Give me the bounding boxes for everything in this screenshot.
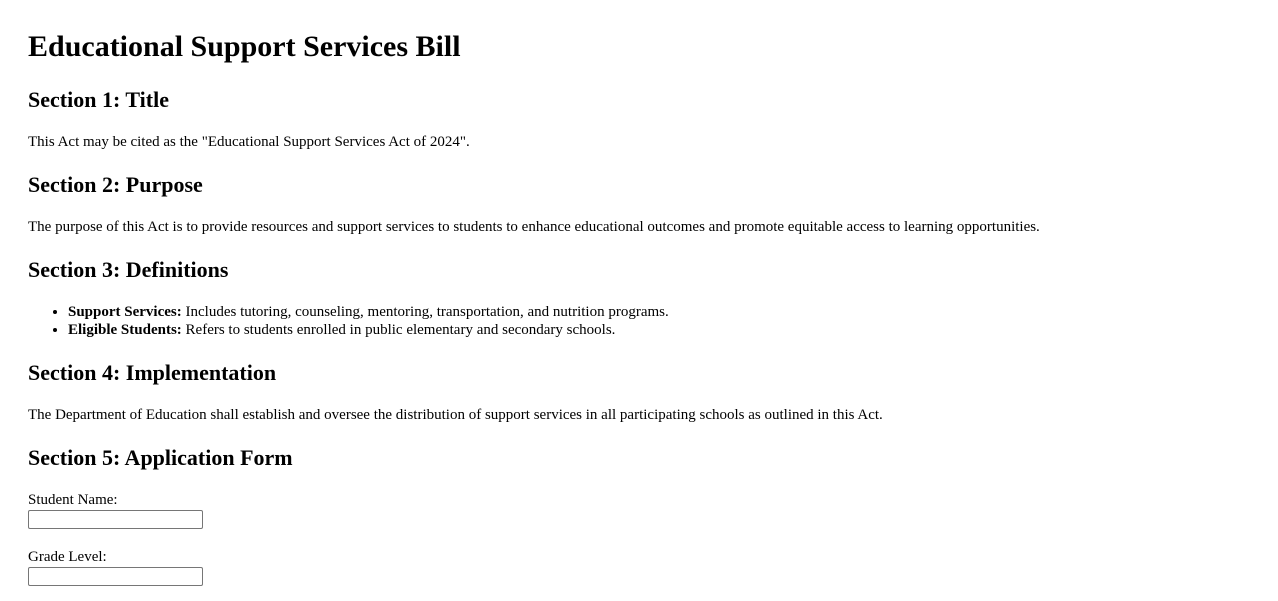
grade-level-label: Grade Level: [28,549,107,565]
grade-level-input[interactable] [28,567,203,586]
list-item [68,303,669,321]
section-1-text: This Act may be cited as the "Educational Support Services Act of 2024". [28,134,470,150]
section-3-heading: Section 3: Definitions [28,257,229,282]
page-title: Educational Support Services Bill [28,30,461,63]
definition-text: Refers to students enrolled in public elementary and secondary schools. [181,322,616,338]
section-4-text: The Department of Education shall establish and oversee the distribution of support services in all participating schools as outlined in this Act. [28,407,883,423]
definition-term: Support Services: [68,304,182,320]
definitions-list [28,303,669,339]
section-2-heading: Section 2: Purpose [28,172,203,197]
student-name-label: Student Name: [28,492,118,508]
section-5-heading: Section 5: Application Form [28,445,293,470]
student-name-input[interactable] [28,510,203,529]
definition-term: Eligible Students: [68,322,182,338]
section-2-text: The purpose of this Act is to provide resources and support services to students to enhance educational outcomes and promote equitable access to learning opportunities. [28,219,1040,235]
list-item [68,321,669,339]
definition-text: Includes tutoring, counseling, mentoring, transportation, and nutrition programs. [181,304,669,320]
section-4-heading: Section 4: Implementation [28,360,277,385]
section-1-heading: Section 1: Title [28,87,169,112]
